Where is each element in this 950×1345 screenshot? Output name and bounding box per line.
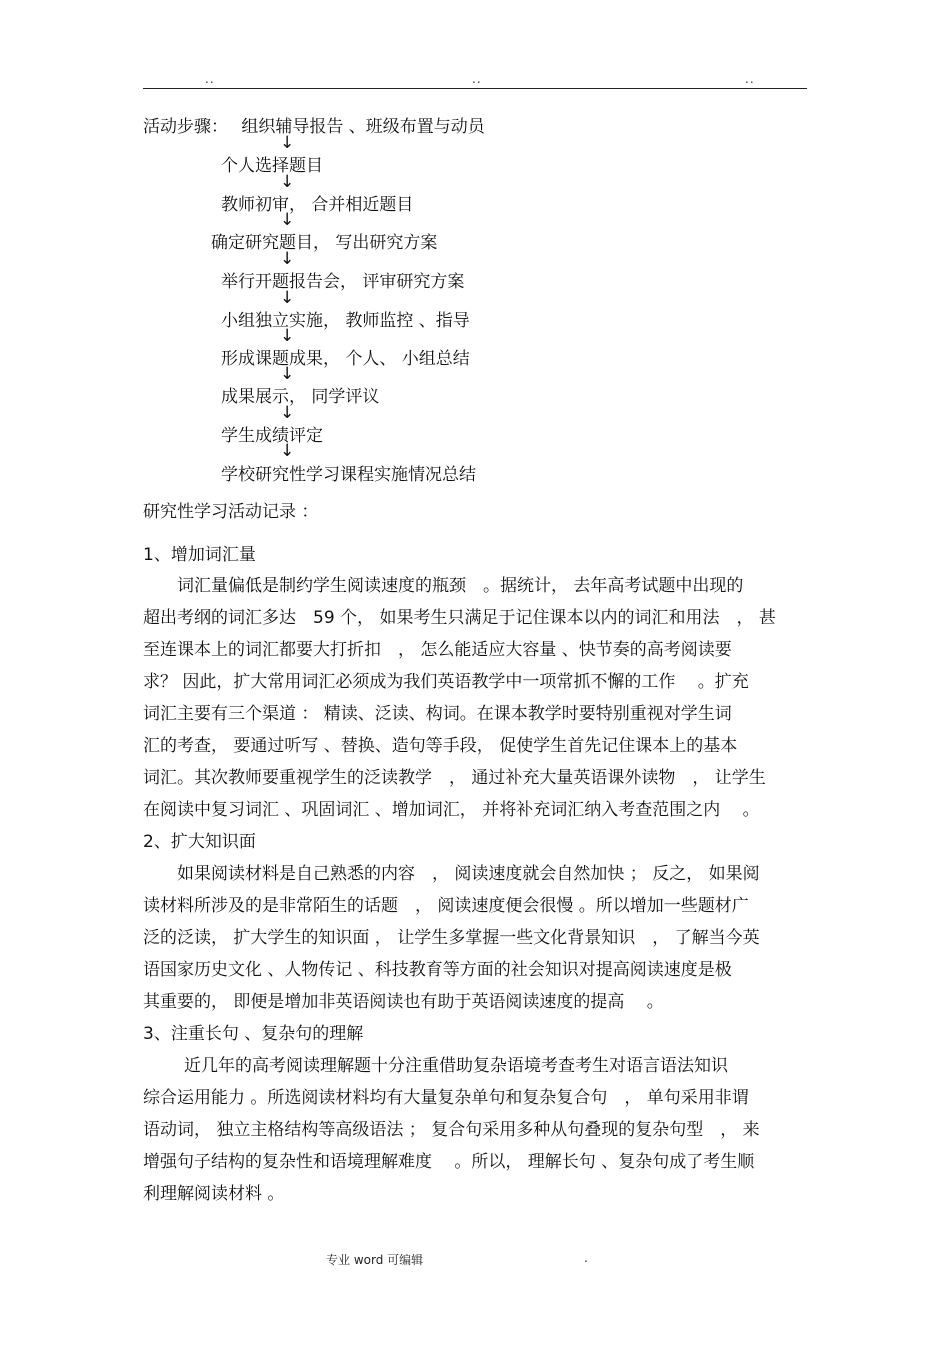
flow-label: 活动步骤： (143, 117, 228, 137)
flow-step: 教师初审， 合并相近题目 (221, 195, 414, 215)
section-heading: 1、增加词汇量 (143, 545, 256, 565)
flow-arrow: ↓ (280, 326, 295, 346)
section-heading: 3、注重长句 、复杂句的理解 (143, 1024, 364, 1044)
footer-text: 专业 word 可编辑 (326, 1253, 424, 1267)
flow-start-step: 组织辅导报告 、班级布置与动员 (241, 117, 485, 137)
flow-step: 举行开题报告会， 评审研究方案 (221, 272, 465, 292)
header-mark-center: .. (472, 72, 482, 86)
paragraph-line: 如果阅读材料是自己熟悉的内容 ， 阅读速度就会自然加快 ； 反之， 如果阅 (177, 864, 760, 884)
paragraph-line: 词汇主要有三个渠道 ： 精读、泛读、构词。在课本教学时要特别重视对学生词 (143, 704, 732, 724)
paragraph-line: 利理解阅读材料 。 (143, 1184, 285, 1204)
flow-arrow: ↓ (280, 133, 295, 153)
flow-step: 小组独立实施， 教师监控 、指导 (221, 311, 470, 331)
section-heading: 2、扩大知识面 (143, 832, 256, 852)
paragraph-line: 求？ 因此，扩大常用词汇必须成为我们英语教学中一项常抓不懈的工作 。扩充 (143, 672, 749, 692)
flow-step: 确定研究题目， 写出研究方案 (211, 233, 438, 253)
paragraph-line: 汇的考查， 要通过听写 、替换、造句等手段， 促使学生首先记住课本上的基本 (143, 736, 738, 756)
record-title: 研究性学习活动记录 ： (143, 502, 319, 522)
flow-step: 形成课题成果， 个人、 小组总结 (221, 349, 470, 369)
paragraph-line: 在阅读中复习词汇 、巩固词汇 、增加词汇， 并将补充词汇纳入考查范围之内 。 (143, 800, 760, 820)
paragraph-line: 超出考纲的词汇多达 59 个， 如果考生只满足于记住课本以内的词汇和用法 ， 甚 (143, 608, 776, 628)
flow-arrow: ↓ (280, 172, 295, 192)
paragraph-line: 近几年的高考阅读理解题十分注重借助复杂语境考查考生对语言语法知识 (184, 1056, 728, 1076)
paragraph-line: 增强句子结构的复杂性和语境理解难度 。所以， 理解长句 、复杂句成了考生顺 (143, 1152, 755, 1172)
paragraph-line: 泛的泛读， 扩大学生的知识面 ， 让学生多掌握一些文化背景知识 ， 了解当今英 (143, 928, 760, 948)
header-rule (143, 88, 807, 89)
paragraph-line: 词汇量偏低是制约学生阅读速度的瓶颈 。据统计， 去年高考试题中出现的 (177, 576, 744, 596)
flow-arrow: ↓ (280, 403, 295, 423)
flow-arrow: ↓ (280, 249, 295, 269)
flow-step: 个人选择题目 (221, 156, 323, 176)
paragraph-line: 其重要的， 即便是增加非英语阅读也有助于英语阅读速度的提高 。 (143, 992, 664, 1012)
header-mark-right: .. (745, 72, 755, 86)
flow-arrow: ↓ (280, 364, 295, 384)
footer-mark: . (584, 1251, 588, 1265)
flow-arrow: ↓ (280, 288, 295, 308)
paragraph-line: 语国家历史文化 、人物传记 、科技教育等方面的社会知识对提高阅读速度是极 (143, 960, 732, 980)
paragraph-line: 综合运用能力 。所选阅读材料均有大量复杂单句和复杂复合句 ， 单句采用非谓 (143, 1088, 749, 1108)
paragraph-line: 词汇。其次教师要重视学生的泛读教学 ， 通过补充大量英语课外读物 ， 让学生 (143, 768, 766, 788)
paragraph-line: 至连课本上的词汇都要大打折扣 ， 怎么能适应大容量 、快节奏的高考阅读要 (143, 640, 732, 660)
flow-step: 成果展示， 同学评议 (221, 387, 380, 407)
paragraph-line: 语动词， 独立主格结构等高级语法 ； 复合句采用多种从句叠现的复杂句型 ， 来 (143, 1120, 760, 1140)
flow-step: 学校研究性学习课程实施情况总结 (221, 465, 476, 485)
header-mark-left: .. (205, 72, 215, 86)
flow-arrow: ↓ (280, 210, 295, 230)
flow-start-line (143, 112, 485, 137)
flow-arrow: ↓ (280, 441, 295, 461)
paragraph-line: 读材料所涉及的是非常陌生的话题 ， 阅读速度便会很慢 。所以增加一些题材广 (143, 896, 749, 916)
flow-step: 学生成绩评定 (221, 426, 323, 446)
